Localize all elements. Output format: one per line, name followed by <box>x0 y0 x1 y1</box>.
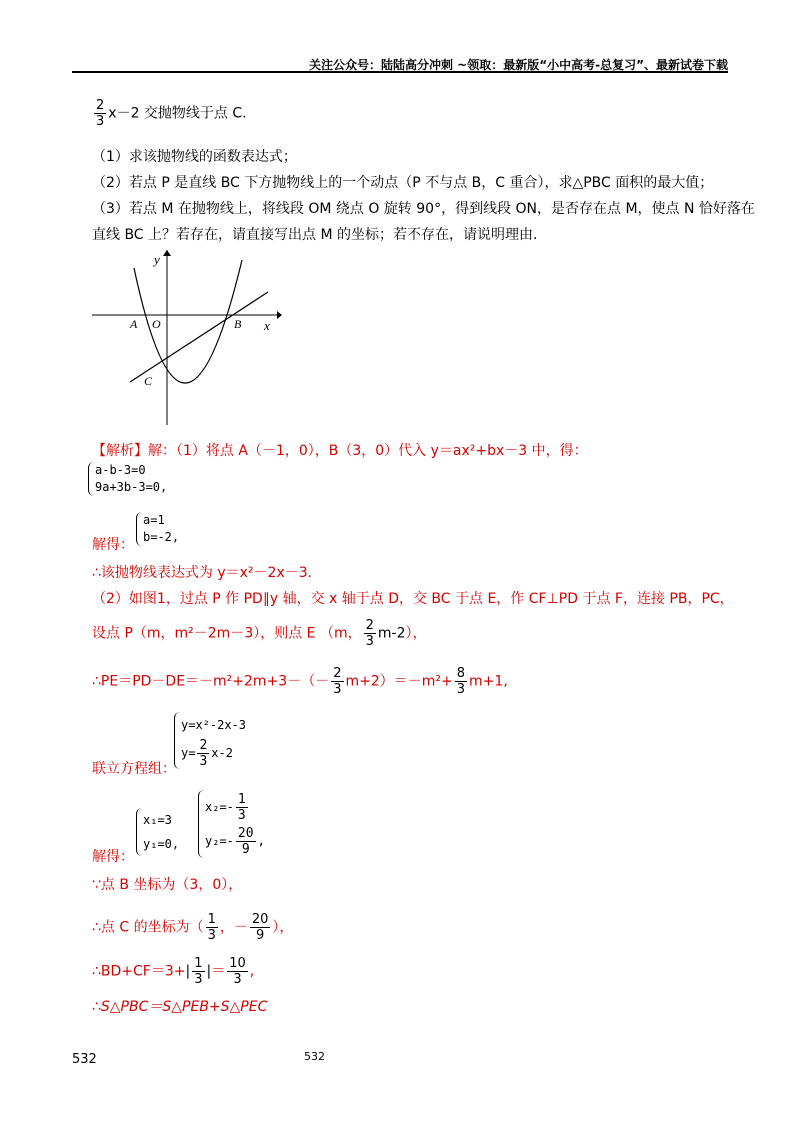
x-axis-arrow <box>277 311 282 319</box>
solution-line-1: 【解析】解：（1）将点 A（－1，0），B（3，0）代入 y＝ax²+bx－3 中，得： <box>92 443 588 459</box>
fraction: $\frac{1}{3}$ <box>237 792 246 823</box>
equation-system-3: y=x²-2x-3 y= $\frac{2}{3}$ x-2 <box>174 712 246 769</box>
solution-line-4: 设点 P（m，m²－2m－3），则点 E （m， $\frac{2}{3}$ m-2）， <box>92 618 427 649</box>
header-rule <box>72 71 728 73</box>
equation-system-2: a=1 b=-2, <box>136 512 179 546</box>
solution-line-8: ∴BD+CF＝3+| $\frac{1}{3}$ |＝ $\frac{10}{3}$ , <box>92 956 255 987</box>
page-number-center: 532 <box>304 1050 325 1063</box>
solution-line-3: （2）如图1，过点 P 作 PD∥y 轴，交 x 轴于点 D，交 BC 于点 E，作 CF⊥PD 于点 F，连接 PB，PC， <box>92 591 734 607</box>
fraction: $\frac{2}{3}$ <box>333 666 342 697</box>
parabola-curve <box>134 260 242 383</box>
fraction: $\frac{2}{3}$ <box>199 738 208 769</box>
solution-line-6: ∵点 B 坐标为（3，0）， <box>92 877 243 893</box>
label-a: A <box>130 317 138 331</box>
fraction: $\frac{1}{3}$ <box>194 956 203 987</box>
question-part-3-cont: 直线 BC 上？若存在，请直接写出点 M 的坐标；若不存在，请说明理由. <box>92 227 538 243</box>
label-o: O <box>152 317 161 331</box>
solution-line-9: ∴S△PBC＝S△PEB+S△PEC <box>92 999 268 1015</box>
parabola-figure <box>92 250 282 430</box>
page-header: 关注公众号：陆陆高分冲刺 ~领取：最新版“小中高考-总复习”、最新试卷下载 <box>309 58 728 72</box>
page-number-left: 532 <box>72 1052 97 1067</box>
question-part-3: （3）若点 M 在抛物线上，将线段 OM 绕点 O 旋转 90°，得到线段 ON，是否存在点 M，使点 N 恰好落在 <box>92 201 755 217</box>
line-bc <box>130 292 268 382</box>
y-axis-arrow <box>163 250 171 256</box>
question-line-1: $\frac{2}{3}$ x－2 交抛物线于点 C. <box>96 98 247 129</box>
label-c: C <box>144 374 153 388</box>
fraction: $\frac{20}{9}$ <box>251 912 269 943</box>
union-label: 联立方程组： <box>92 761 176 777</box>
fraction: $\frac{2}{3}$ <box>365 618 374 649</box>
question-part-2: （2）若点 P 是直线 BC 下方抛物线上的一个动点（P 不与点 B，C 重合），求△PBC 面积的最大值； <box>92 175 714 191</box>
solution-line-2: ∴该抛物线表达式为 y＝x²－2x－3. <box>92 565 313 581</box>
solution-line-5: ∴PE＝PD－DE＝－m²+2m+3－（－ $\frac{2}{3}$ m+2）＝－m²+ $\frac{8}{3}$ m+1, <box>92 666 508 697</box>
label-x: x <box>264 318 270 333</box>
solve-label-1: 解得： <box>92 537 134 553</box>
fraction: $\frac{20}{9}$ <box>237 826 254 857</box>
fraction: $\frac{1}{3}$ <box>207 912 216 943</box>
equation-system-4: x₁=3 y₁=0, <box>136 808 179 856</box>
label-b: B <box>234 317 242 331</box>
label-y: y <box>154 252 160 267</box>
fraction: $\frac{10}{3}$ <box>229 956 246 987</box>
solution-line-7: ∴点 C 的坐标为（ $\frac{1}{3}$ ，－ $\frac{20}{9}$ ）， <box>92 912 294 943</box>
fraction: $\frac{8}{3}$ <box>456 666 466 697</box>
question-part-1: （1）求该抛物线的函数表达式； <box>92 149 297 165</box>
equation-system-1: a-b-3=0 9a+3b-3=0, <box>88 462 167 496</box>
equation-system-5: x₂=- $\frac{1}{3}$ y₂=- $\frac{20}{9}$ , <box>198 790 265 858</box>
fraction: $\frac{2}{3}$ <box>96 98 105 129</box>
solve-label-2: 解得： <box>92 849 134 865</box>
